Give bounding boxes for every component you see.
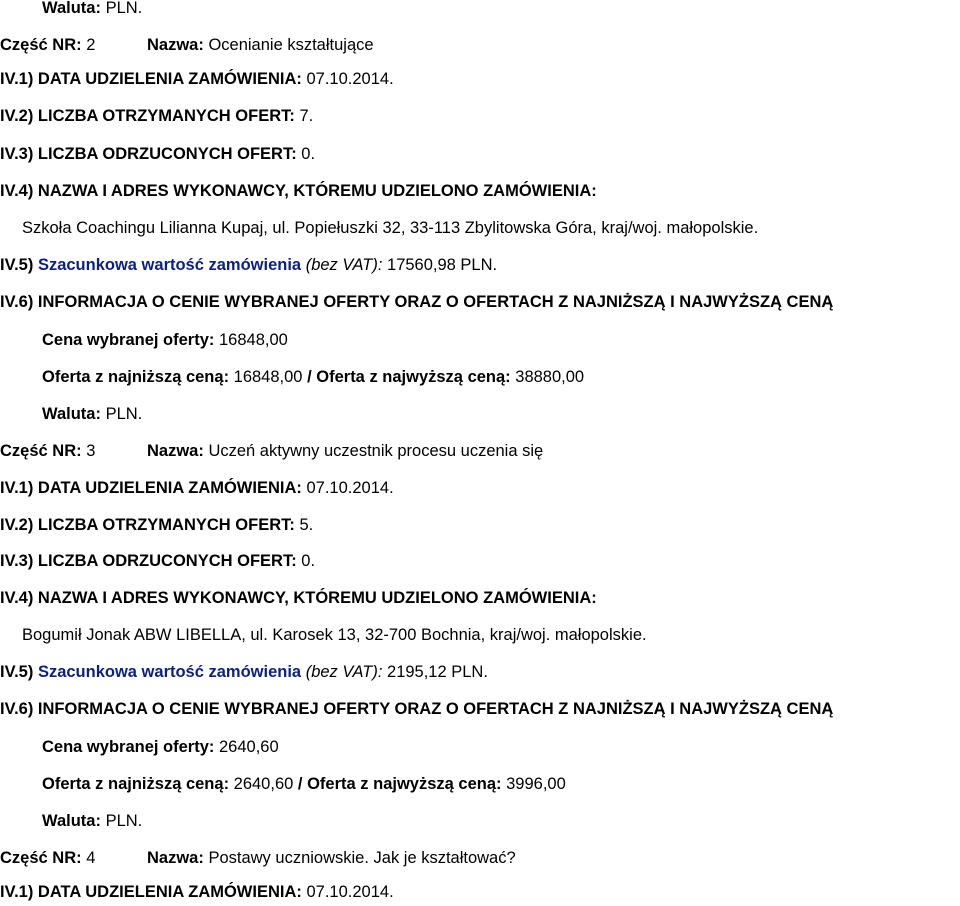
award-date-line: IV.1) DATA UDZIELENIA ZAMÓWIENIA: 07.10.2014. <box>0 70 394 88</box>
part-name: Uczeń aktywny uczestnik procesu uczenia się <box>208 442 544 460</box>
currency: PLN. <box>105 812 143 830</box>
part-header: Część NR: 3 Nazwa: Uczeń aktywny uczestnik procesu uczenia się <box>0 442 544 460</box>
estimated-value: 2195,12 PLN. <box>387 663 488 681</box>
award-date-line: IV.1) DATA UDZIELENIA ZAMÓWIENIA: 07.10.2014. <box>0 479 394 497</box>
part-header: Część NR: 4 Nazwa: Postawy uczniowskie. Jak je kształtować? <box>0 849 516 867</box>
waluta-value: PLN. <box>105 0 143 17</box>
offers-received: 5. <box>299 516 314 534</box>
estimated-value-line: IV.5) Szacunkowa wartość zamówienia (bez VAT): 17560,98 PLN. <box>0 256 498 274</box>
part-header: Część NR: 2 Nazwa: Ocenianie kształtujące <box>0 36 374 54</box>
lowest-price: 2640,60 <box>233 775 294 793</box>
offers-received-line: IV.2) LICZBA OTRZYMANYCH OFERT: 5. <box>0 516 314 534</box>
part-name: Postawy uczniowskie. Jak je kształtować? <box>208 849 516 867</box>
offers-rejected: 0. <box>301 552 316 570</box>
part-number: 2 <box>86 36 96 54</box>
estimated-value: 17560,98 PLN. <box>387 256 498 274</box>
highest-price: 38880,00 <box>515 368 585 386</box>
price-range-line: Oferta z najniższą ceną: 16848,00 / Oferta z najwyższą ceną: 38880,00 <box>42 368 585 386</box>
award-date-line: IV.1) DATA UDZIELENIA ZAMÓWIENIA: 07.10.2014. <box>0 883 394 901</box>
price-info-heading: IV.6) INFORMACJA O CENIE WYBRANEJ OFERTY ORAZ O OFERTACH Z NAJNIŻSZĄ I NAJWYŻSZĄ CENĄ <box>0 700 834 718</box>
waluta-line: Waluta: PLN. <box>42 0 143 17</box>
part-name: Ocenianie kształtujące <box>208 36 374 54</box>
selected-price-line: Cena wybranej oferty: 2640,60 <box>42 738 279 756</box>
contractor-address: Szkoła Coachingu Lilianna Kupaj, ul. Popiełuszki 32, 33-113 Zbylitowska Góra, kraj/woj. małopolskie. <box>22 219 759 237</box>
currency-line: Waluta: PLN. <box>42 405 143 423</box>
offers-rejected: 0. <box>301 145 316 163</box>
estimated-value-line: IV.5) Szacunkowa wartość zamówienia (bez VAT): 2195,12 PLN. <box>0 663 488 681</box>
offers-received: 7. <box>299 107 314 125</box>
part-number: 3 <box>86 442 96 460</box>
selected-price: 2640,60 <box>218 738 279 756</box>
selected-price-line: Cena wybranej oferty: 16848,00 <box>42 331 288 349</box>
offers-rejected-line: IV.3) LICZBA ODRZUCONYCH OFERT: 0. <box>0 552 316 570</box>
contractor-heading: IV.4) NAZWA I ADRES WYKONAWCY, KTÓREMU UDZIELONO ZAMÓWIENIA: <box>0 182 597 200</box>
highest-price: 3996,00 <box>506 775 566 793</box>
offers-rejected-line: IV.3) LICZBA ODRZUCONYCH OFERT: 0. <box>0 145 316 163</box>
award-date: 07.10.2014. <box>306 883 394 901</box>
award-date: 07.10.2014. <box>306 70 394 88</box>
contractor-address: Bogumił Jonak ABW LIBELLA, ul. Karosek 13, 32-700 Bochnia, kraj/woj. małopolskie. <box>22 626 647 644</box>
contractor-heading: IV.4) NAZWA I ADRES WYKONAWCY, KTÓREMU UDZIELONO ZAMÓWIENIA: <box>0 589 597 607</box>
award-date: 07.10.2014. <box>306 479 394 497</box>
offers-received-line: IV.2) LICZBA OTRZYMANYCH OFERT: 7. <box>0 107 314 125</box>
price-info-heading: IV.6) INFORMACJA O CENIE WYBRANEJ OFERTY ORAZ O OFERTACH Z NAJNIŻSZĄ I NAJWYŻSZĄ CENĄ <box>0 293 834 311</box>
currency: PLN. <box>105 405 143 423</box>
price-range-line: Oferta z najniższą ceną: 2640,60 / Oferta z najwyższą ceną: 3996,00 <box>42 775 566 793</box>
currency-line: Waluta: PLN. <box>42 812 143 830</box>
selected-price: 16848,00 <box>218 331 288 349</box>
lowest-price: 16848,00 <box>233 368 303 386</box>
part-number: 4 <box>86 849 96 867</box>
